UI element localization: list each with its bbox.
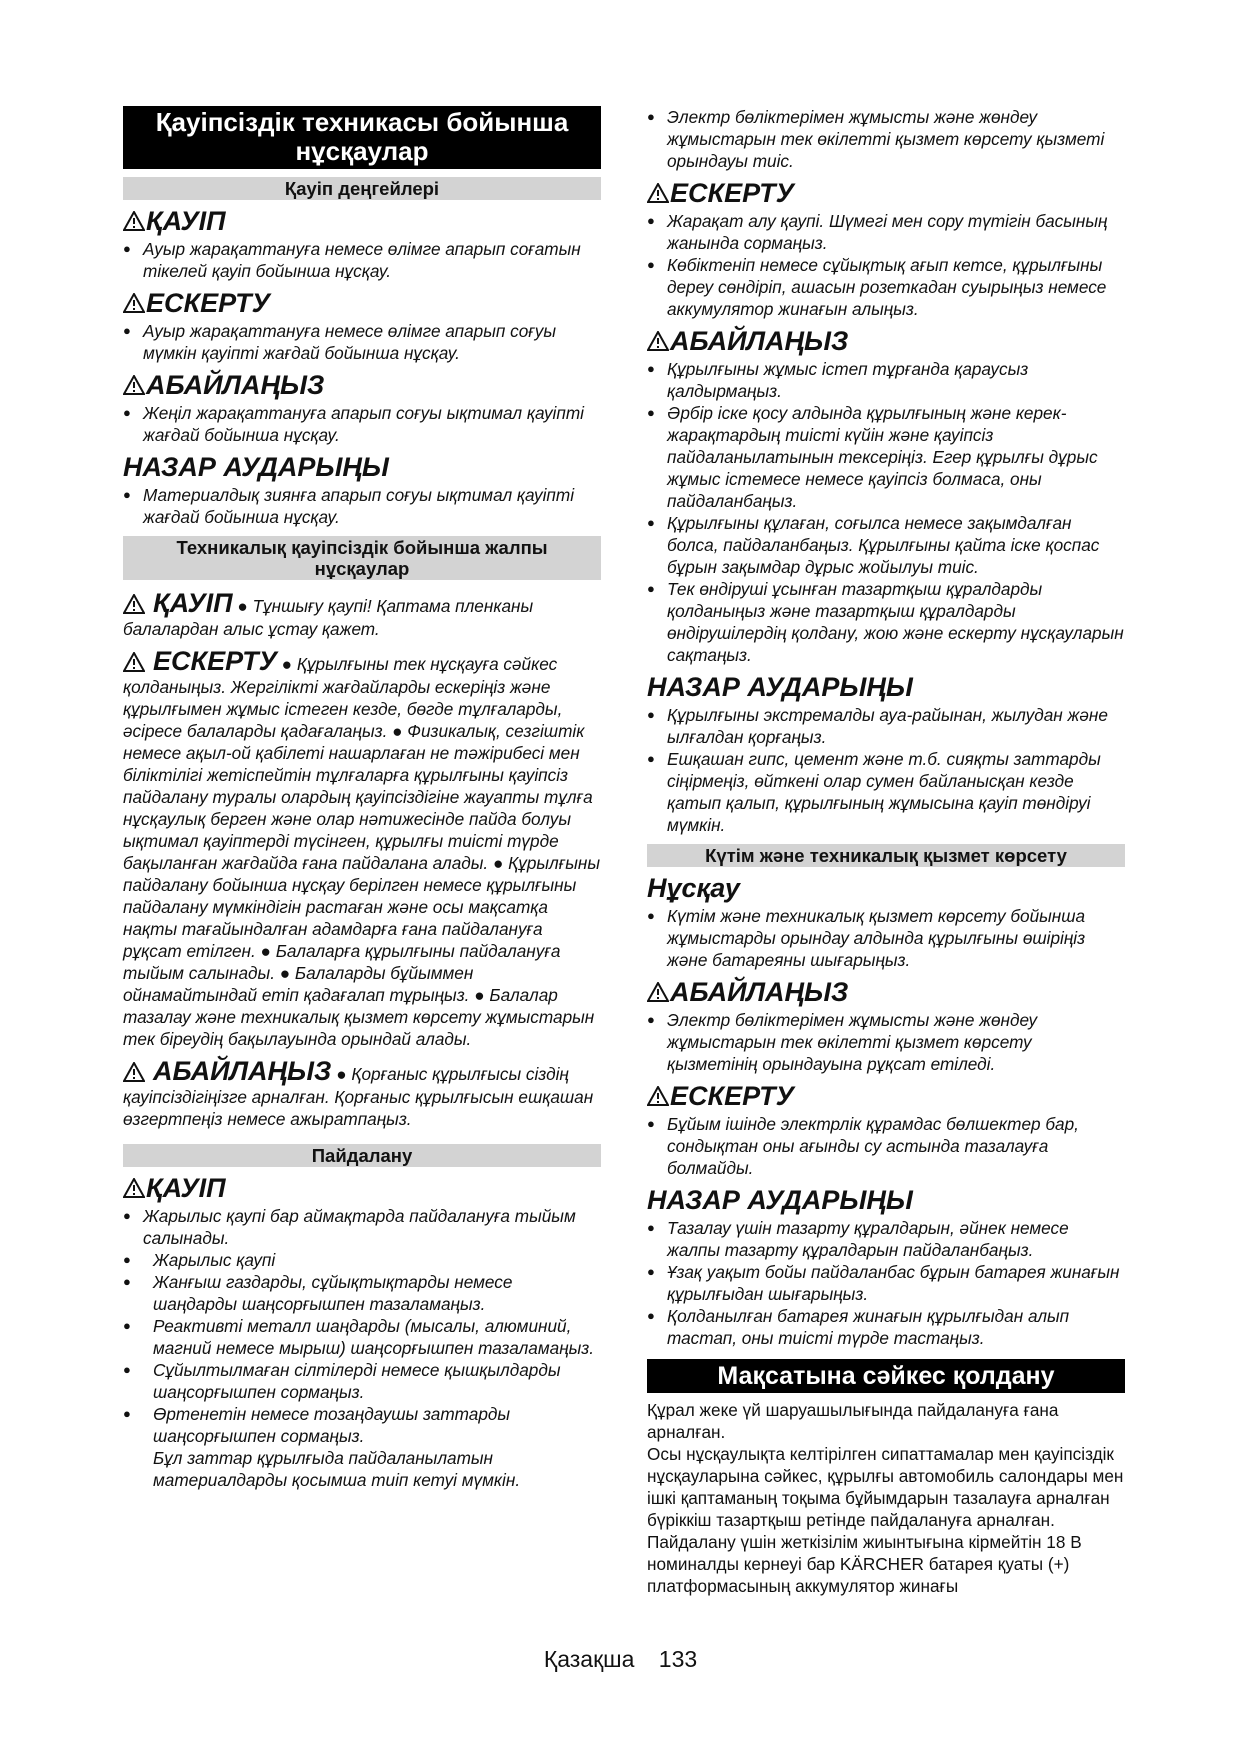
danger-signal: [123, 206, 601, 236]
warning-triangle-icon: [647, 331, 669, 351]
usage-danger-signal: [123, 1173, 601, 1203]
electrical-repair-list: [647, 106, 1125, 172]
right-caution-list: [647, 358, 1125, 666]
list-item: ● Күтім және техникалық қызмет көрсету бойынша жұмыстарды орындау алдында құрылғыны өшіріңіз және батареяны шығарыңыз.: [647, 905, 1125, 971]
warning-triangle-icon: [123, 594, 145, 614]
list-item: ● Құрылғыны экстремалды ауа-райынан, жылудан және ылғалдан қорғаңыз.: [647, 704, 1125, 748]
intended-use-paragraph: Осы нұсқаулықта келтірілген сипаттамалар мен қауіпсіздік нұсқауларына сәйкес, құрылғы автомобиль салондары мен ішкі қаптаманың тоқыма бұйымдарын тазалауға арналған бүріккіш тазартқыш ретінде пайдалануға арналған.: [647, 1444, 1124, 1530]
list-item: ● Жанғыш газдарды, сұйықтықтарды немесе шаңдарды шаңсорғышпен тазаламаңыз.: [123, 1271, 601, 1315]
right-warning-signal: [647, 178, 1125, 208]
warning-triangle-icon: [123, 1178, 145, 1198]
notice-list: [647, 905, 1125, 971]
usage-explosion-list: [123, 1249, 601, 1447]
list-item: ● Жарылыс қаупі бар аймақтарда пайдалануға тыйым салынады.: [123, 1205, 601, 1249]
care-attention-list: [647, 1217, 1125, 1349]
care-attention-label: НАЗАР АУДАРЫҢЫ: [647, 1185, 913, 1215]
list-item: ● Жеңіл жарақаттануға апарып соғуы ықтимал қауіпті жағдай бойынша нұсқау.: [123, 402, 601, 446]
warning-triangle-icon: [123, 211, 145, 231]
list-item: ● Жарақат алу қаупі. Шүмегі мен сору түтігін басының жанында сормаңыз.: [647, 210, 1125, 254]
usage-danger-list: [123, 1205, 601, 1249]
notice-label: Нұсқау: [647, 873, 740, 903]
right-attention-label: НАЗАР АУДАРЫҢЫ: [647, 672, 913, 702]
care-warning-list: [647, 1113, 1125, 1179]
general-danger-text: ● Тұншығу қаупі! Қаптама пленканы балалардан алыс ұстау қажет.: [123, 596, 534, 639]
attention-list: [123, 484, 601, 528]
usage-danger-label: ҚАУІП: [146, 1173, 226, 1203]
right-warning-label: ЕСКЕРТУ: [670, 178, 794, 208]
warning-signal: [123, 288, 601, 318]
list-item: ● Құрылғыны жұмыс істеп тұрғанда қараусыз қалдырмаңыз.: [647, 358, 1125, 402]
care-warning-label: ЕСКЕРТУ: [670, 1081, 794, 1111]
warning-triangle-icon: [123, 293, 145, 313]
list-item: ● Электр бөліктерімен жұмысты және жөндеу жұмыстарын тек өкілетті қызмет көрсету қызметінің орындауына рұқсат етіледі.: [647, 1009, 1125, 1075]
notice-signal: [647, 873, 1125, 903]
right-warning-list: [647, 210, 1125, 320]
list-item: ● Ешқашан гипс, цемент және т.б. сияқты заттарды сіңірмеңіз, өйткені олар сумен байланысқан кезде қатып қалып, құрылғының жұмысына қауіп төндіруі мүмкін.: [647, 748, 1125, 836]
attention-label: НАЗАР АУДАРЫҢЫ: [123, 452, 389, 482]
list-item: ● Материалдық зиянға апарып соғуы ықтимал қауіпті жағдай бойынша нұсқау.: [123, 484, 601, 528]
list-item: ● Бұйым ішінде электрлік құрамдас бөлшектер бар, сондықтан оны ағынды су астында тазалауға болмайды.: [647, 1113, 1125, 1179]
general-warning-paragraph: [123, 646, 601, 1050]
care-heading: Күтім және техникалық қызмет көрсету: [647, 844, 1125, 867]
general-warning-label: ЕСКЕРТУ: [153, 646, 277, 676]
list-item: ● Әрбір іске қосу алдында құрылғының және керек-жарақтардың тиісті күйін және қауіпсіз пайдаланылатынын тексеріңіз. Егер құрылғы дұрыс жұмыс істемесе немесе қауіпсіз болмаса, оны пайдаланбаңыз.: [647, 402, 1125, 512]
general-danger-paragraph: [123, 588, 601, 640]
general-caution-paragraph: [123, 1056, 601, 1130]
warning-triangle-icon: [647, 1086, 669, 1106]
general-warning-text: ● Құрылғыны тек нұсқауға сәйкес қолданыңыз. Жергілікті жағдайларды ескеріңіз және құрылғымен жұмыс істеген кезде, бөгде тұлғаларды, әсіресе балаларды қадағалаңыз. ● Физикалық, сезгіштік немесе ақыл-ой қабілеті нашарлаған не тәжірибесі мен біліктілігі жетіспейтін тұлғаларға құрылғыны қауіпсіз пайдалану туралы олардың қауіпсіздігіне жауапты тұлға нұсқаулық берген және олар нәтижесінде пайда болуы ықтимал қауіптерді түсінген, құрылғы тиісті түрде бақыланған жағдайда ғана пайдалана алады. ● Құрылғыны пайдалану бойынша нұсқау берілген немесе құрылғыны пайдалану мүмкіндігін растаған және осы мақсатқа нақты тағайындалған адамдарға ғана пайдалануға рұқсат етілген. ● Балаларға құрылғыны пайдалануға тыйым салынады. ● Балаларды бұйыммен ойнамайтындай етіп қадағалап тұрыңыз. ● Балалар тазалау және техникалық қызмет көрсету жұмыстарын тек біреудің бақылауында орындай алады.: [123, 654, 600, 1049]
intended-use-heading: Мақсатына сәйкес қолдану: [647, 1359, 1125, 1393]
list-item: ● Электр бөліктерімен жұмысты және жөндеу жұмыстарын тек өкілетті қызмет көрсету қызметі орындауы тиіс.: [647, 106, 1125, 172]
footer-language: Қазақша: [543, 1646, 635, 1672]
left-column: [123, 106, 601, 1491]
usage-heading: Пайдалану: [123, 1144, 601, 1167]
list-item: ● Ауыр жарақаттануға немесе өлімге апарып соғатын тікелей қауіп бойынша нұсқау.: [123, 238, 601, 282]
list-item: ● Сұйылтылмаған сілтілерді немесе қышқылдарды шаңсорғышпен сормаңыз.: [123, 1359, 601, 1403]
right-caution-label: АБАЙЛАҢЫЗ: [670, 326, 849, 356]
attention-signal: [123, 452, 601, 482]
warning-triangle-icon: [647, 183, 669, 203]
intended-use-paragraph: Пайдалану үшін жеткізілім жиынтығына кірмейтін 18 В номиналды кернеуі бар KÄRCHER батарея қуаты (+) платформасының аккумулятор жинағы: [647, 1532, 1082, 1596]
warning-label: ЕСКЕРТУ: [146, 288, 270, 318]
right-attention-list: [647, 704, 1125, 836]
general-safety-heading: Техникалық қауіпсіздік бойынша жалпы нұсқаулар: [123, 536, 601, 580]
caution-list: [123, 402, 601, 446]
warning-triangle-icon: [123, 375, 145, 395]
general-caution-label: АБАЙЛАҢЫЗ: [153, 1056, 332, 1086]
list-item: ● Тазалау үшін тазарту құралдарын, әйнек немесе жалпы тазарту құралдарын пайдаланбаңыз.: [647, 1217, 1125, 1261]
list-item: ● Реактивті металл шаңдарды (мысалы, алюминий, магний немесе мырыш) шаңсорғышпен тазаламаңыз.: [123, 1315, 601, 1359]
caution-signal: [123, 370, 601, 400]
list-item: ● Ауыр жарақаттануға немесе өлімге апарып соғуы мүмкін қауіпті жағдай бойынша нұсқау.: [123, 320, 601, 364]
right-caution-signal: [647, 326, 1125, 356]
danger-label: ҚАУІП: [146, 206, 226, 236]
general-danger-label: ҚАУІП: [153, 588, 233, 618]
usage-note: Бұл заттар құрылғыда пайдаланылатын материалдарды қосымша тиіп кетуі мүмкін.: [153, 1448, 521, 1490]
care-caution-label: АБАЙЛАҢЫЗ: [670, 977, 849, 1007]
danger-list: [123, 238, 601, 282]
list-item: ● Жарылыс қаупі: [123, 1249, 601, 1271]
page-number: 133: [658, 1646, 698, 1672]
right-column: [647, 106, 1125, 1597]
list-item: ● Қолданылған батарея жинағын құрылғыдан алып тастап, оны тиісті түрде тастаңыз.: [647, 1305, 1125, 1349]
care-caution-signal: [647, 977, 1125, 1007]
care-attention-signal: [647, 1185, 1125, 1215]
danger-levels-heading: Қауіп деңгейлері: [123, 177, 601, 200]
list-item: ● Тек өндіруші ұсынған тазартқыш құралдарды қолданыңыз және тазартқыш құралдарды өндірушілердің қолдану, жою және ескерту нұсқауларын сақтаңыз.: [647, 578, 1125, 666]
safety-title: Қауіпсіздік техникасы бойынша нұсқаулар: [123, 106, 601, 169]
list-item: ● Ұзақ уақыт бойы пайдаланбас бұрын батарея жинағын құрылғыдан шығарыңыз.: [647, 1261, 1125, 1305]
general-caution-text: ● Қорғаныс құрылғысы сіздің қауіпсіздігіңізге арналған. Қорғаныс құрылғысын ешқашан өзгертпеңіз немесе ажыратпаңыз.: [123, 1064, 594, 1129]
warning-list: [123, 320, 601, 364]
warning-triangle-icon: [123, 1062, 145, 1082]
list-item: ● Құрылғыны құлаған, соғылса немесе зақымдалған болса, пайдаланбаңыз. Құрылғыны қайта іске қоспас бұрын зақымдар дұрыс жойылуы тиіс.: [647, 512, 1125, 578]
list-item: ● Көбіктеніп немесе сұйықтық ағып кетсе, құрылғыны дереу сөндіріп, ашасын розеткадан суырыңыз немесе аккумулятор жинағын алыңыз.: [647, 254, 1125, 320]
page-footer: [0, 1646, 1241, 1673]
warning-triangle-icon: [647, 982, 669, 1002]
caution-label: АБАЙЛАҢЫЗ: [146, 370, 325, 400]
intended-use-paragraph: Құрал жеке үй шаруашылығында пайдалануға ғана арналған.: [647, 1400, 1059, 1442]
right-attention-signal: [647, 672, 1125, 702]
care-caution-list: [647, 1009, 1125, 1075]
care-warning-signal: [647, 1081, 1125, 1111]
warning-triangle-icon: [123, 652, 145, 672]
list-item: ● Өртенетін немесе тозаңдаушы заттарды шаңсорғышпен сормаңыз.: [123, 1403, 601, 1447]
